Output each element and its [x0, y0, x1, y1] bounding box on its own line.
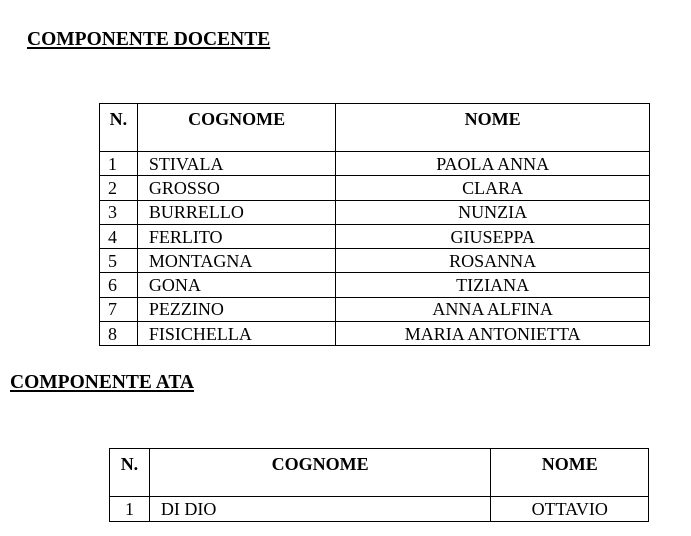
column-header-n: N. [110, 449, 150, 497]
table-row [100, 152, 650, 176]
cell-nome: CLARA [336, 176, 650, 200]
table-row [100, 249, 650, 273]
cell-nome: NUNZIA [336, 200, 650, 224]
table-row [100, 176, 650, 200]
column-header-cognome: COGNOME [137, 104, 335, 152]
cell-nome: PAOLA ANNA [336, 152, 650, 176]
cell-cognome: FISICHELLA [137, 322, 335, 346]
cell-n: 5 [100, 249, 138, 273]
cell-nome: GIUSEPPA [336, 224, 650, 248]
table-row [110, 497, 649, 522]
ata-heading: COMPONENTE ATA [10, 372, 194, 393]
table-row [100, 224, 650, 248]
cell-cognome: PEZZINO [137, 297, 335, 321]
column-header-nome: NOME [491, 449, 649, 497]
column-header-n: N. [100, 104, 138, 152]
cell-n: 1 [110, 497, 150, 522]
cell-cognome: GONA [137, 273, 335, 297]
column-header-nome: NOME [336, 104, 650, 152]
cell-cognome: MONTAGNA [137, 249, 335, 273]
cell-cognome: FERLITO [137, 224, 335, 248]
ata-table [109, 448, 649, 522]
table-row [100, 200, 650, 224]
column-header-cognome: COGNOME [149, 449, 491, 497]
table-row [100, 322, 650, 346]
cell-n: 2 [100, 176, 138, 200]
cell-n: 8 [100, 322, 138, 346]
table-row [100, 297, 650, 321]
cell-nome: TIZIANA [336, 273, 650, 297]
cell-nome: MARIA ANTONIETTA [336, 322, 650, 346]
cell-n: 7 [100, 297, 138, 321]
cell-nome: OTTAVIO [491, 497, 649, 522]
cell-cognome: BURRELLO [137, 200, 335, 224]
cell-n: 3 [100, 200, 138, 224]
ata-header-row [110, 449, 649, 497]
cell-nome: ROSANNA [336, 249, 650, 273]
docente-header-row [100, 104, 650, 152]
docente-table [99, 103, 650, 346]
docente-heading: COMPONENTE DOCENTE [27, 29, 271, 50]
table-row [100, 273, 650, 297]
cell-cognome: GROSSO [137, 176, 335, 200]
cell-n: 1 [100, 152, 138, 176]
cell-n: 6 [100, 273, 138, 297]
cell-n: 4 [100, 224, 138, 248]
cell-cognome: STIVALA [137, 152, 335, 176]
cell-cognome: DI DIO [149, 497, 491, 522]
cell-nome: ANNA ALFINA [336, 297, 650, 321]
